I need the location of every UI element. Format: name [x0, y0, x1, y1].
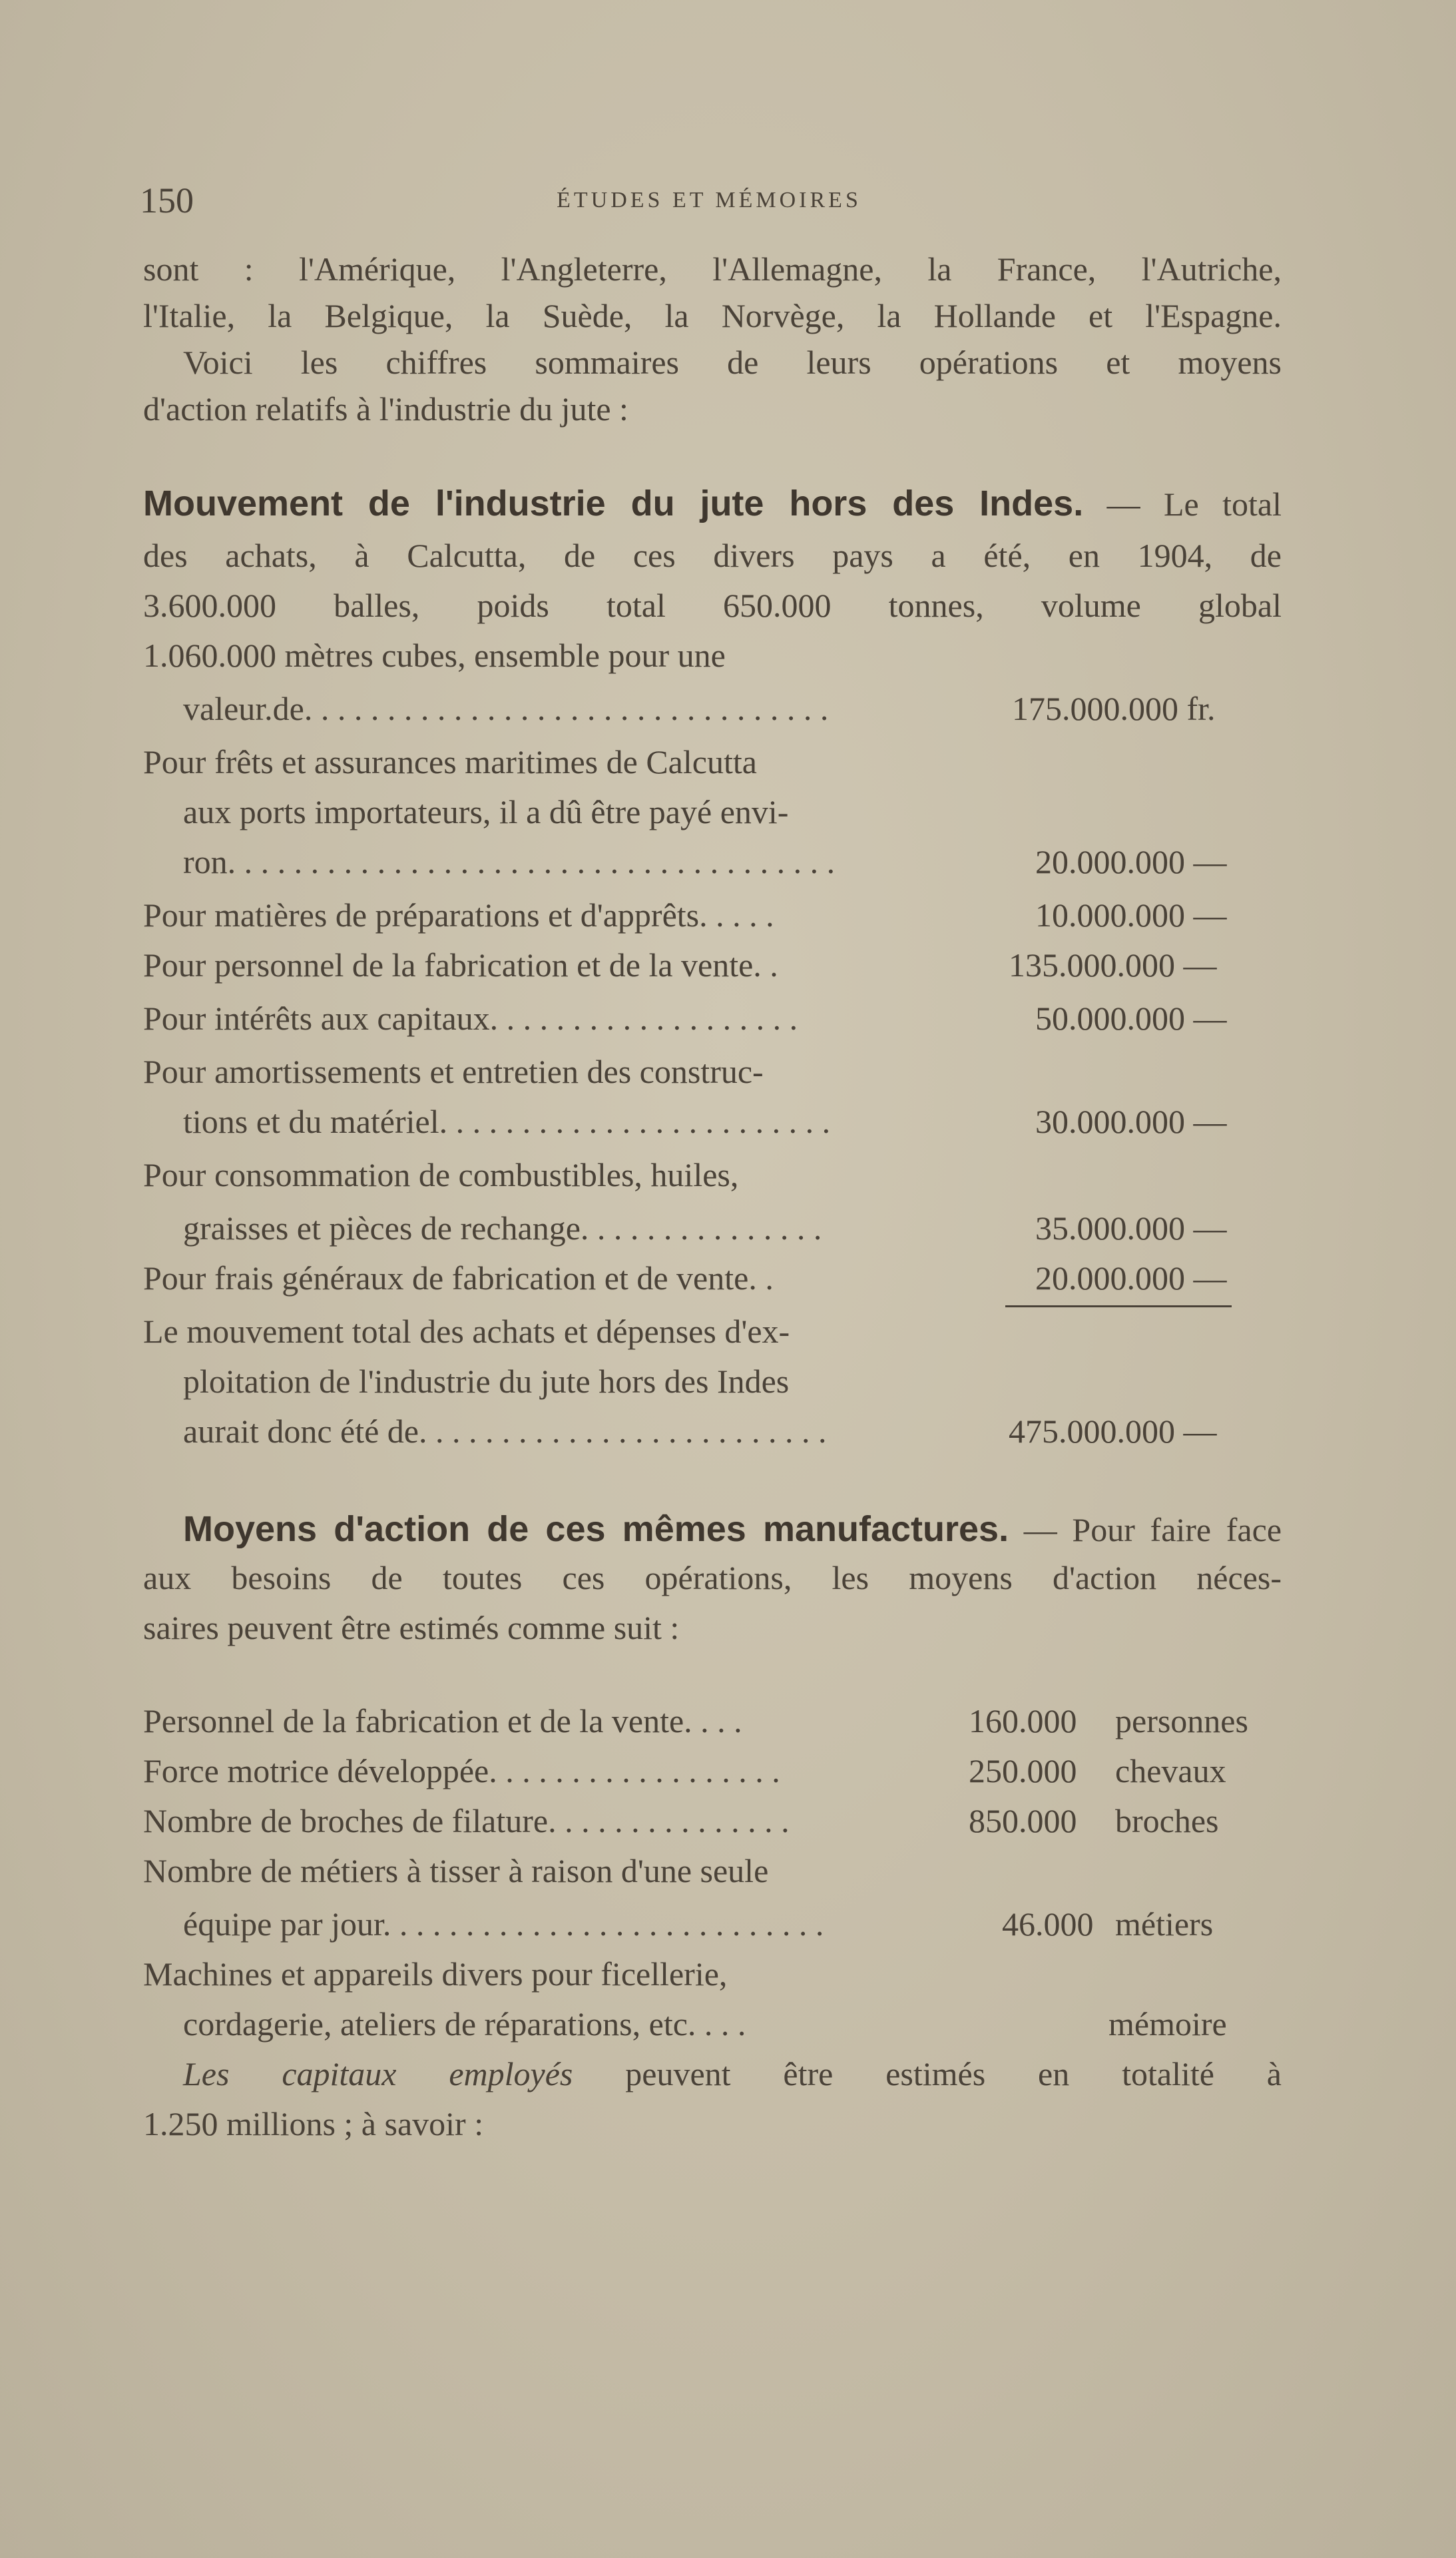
expense-value: 30.000.000 — — [1035, 1103, 1227, 1140]
resource-row — [143, 1905, 1282, 1951]
expense-row — [143, 1259, 1282, 1305]
section1-heading-line — [143, 483, 1282, 524]
expense-label: Pour personnel de la fabrication et de la vente. . — [143, 946, 778, 984]
resource-label-line: Nombre de métiers à tisser à raison d'une seule — [143, 1852, 769, 1889]
resource-row — [143, 1801, 1282, 1848]
resource-label: Force motrice développée. . . . . . . . . . . . . . . . . . — [143, 1752, 780, 1789]
total-label: aurait donc été de. . . . . . . . . . . . . . . . . . . . . . . . . — [183, 1413, 827, 1450]
expense-label: Pour intérêts aux capitaux. . . . . . . . . . . . . . . . . . . — [143, 1000, 798, 1037]
resource-value: 160.000 — [969, 1702, 1077, 1740]
total-value: 475.000.000 — — [1009, 1413, 1217, 1450]
resource-label: équipe par jour. . . . . . . . . . . . . . . . . . . . . . . . . . . — [183, 1905, 824, 1943]
section2-title: Moyens d'action de ces mêmes manufactures. — [183, 1509, 1009, 1549]
expense-value: 20.000.000 — — [1035, 1259, 1227, 1297]
resource-value: 850.000 — [969, 1802, 1077, 1839]
expense-label: Pour matières de préparations et d'apprêts. . . . . — [143, 896, 774, 934]
expense-row — [143, 842, 1282, 889]
resource-row — [143, 1752, 1282, 1798]
total-line-1: Le mouvement total des achats et dépenses d'ex- — [143, 1313, 790, 1350]
section1-line-4: 1.060.000 mètres cubes, ensemble pour une — [143, 637, 726, 674]
intro-line-2: l'Italie, la Belgique, la Suède, la Norvège, la Hollande et l'Espagne. — [143, 297, 1282, 334]
page-number: 150 — [140, 180, 194, 220]
resource-label: Nombre de broches de filature. . . . . . . . . . . . . . . — [143, 1802, 790, 1839]
expense-label: graisses et pièces de rechange. . . . . . . . . . . . . . . — [183, 1209, 822, 1247]
expense-label-line: Pour frêts et assurances maritimes de Calcutta — [143, 743, 757, 781]
section1-line-3: 3.600.000 balles, poids total 650.000 tonnes, volume global — [143, 587, 1282, 624]
closing-italic: Les capitaux employés — [183, 2055, 573, 2092]
closing-line-2: 1.250 millions ; à savoir : — [143, 2105, 484, 2142]
expense-label-line: aux ports importateurs, il a dû être payé envi- — [183, 793, 789, 830]
resource-label-line: Machines et appareils divers pour ficellerie, — [143, 1955, 728, 1993]
intro-line-3: Voici les chiffres sommaires de leurs opérations et moyens — [183, 344, 1282, 381]
page-header — [140, 180, 1278, 226]
resource-value: 46.000 — [1002, 1905, 1094, 1943]
expense-label-line: Pour consommation de combustibles, huiles, — [143, 1156, 739, 1193]
expense-row — [143, 896, 1282, 942]
expense-label: ron. . . . . . . . . . . . . . . . . . . . . . . . . . . . . . . . . . . . . — [183, 843, 836, 880]
resource-value: 250.000 — [969, 1752, 1077, 1789]
expense-value: 175.000.000 fr. — [1012, 690, 1216, 727]
expense-value: 135.000.000 — — [1009, 946, 1217, 984]
resource-unit: broches — [1115, 1802, 1219, 1839]
expense-value: 10.000.000 — — [1035, 896, 1227, 934]
expense-label: Pour frais généraux de fabrication et de vente. . — [143, 1259, 774, 1297]
expense-label-line: Pour amortissements et entretien des construc- — [143, 1053, 764, 1090]
expense-row — [143, 689, 1282, 736]
expense-row — [143, 1209, 1282, 1255]
closing-line-1 — [183, 2055, 1282, 2093]
expense-row — [143, 999, 1282, 1046]
resource-row — [143, 2005, 1282, 2051]
intro-line-4: d'action relatifs à l'industrie du jute : — [143, 390, 628, 428]
closing-rest: peuvent être estimés en totalité à — [573, 2055, 1282, 2092]
resource-unit: chevaux — [1115, 1752, 1226, 1789]
total-row — [143, 1412, 1282, 1458]
total-line-2: ploitation de l'industrie du jute hors des Indes — [183, 1363, 790, 1400]
section2-heading-line — [183, 1508, 1282, 1550]
expense-value: 50.000.000 — — [1035, 1000, 1227, 1037]
section1-title: Mouvement de l'industrie du jute hors des Indes. — [143, 483, 1084, 523]
resource-label: Personnel de la fabrication et de la vente. . . . — [143, 1702, 742, 1740]
section1-line1-rest: — Le total — [1083, 485, 1282, 523]
resource-row — [143, 1702, 1282, 1748]
section2-line-3: saires peuvent être estimés comme suit : — [143, 1609, 680, 1646]
expense-value: 35.000.000 — — [1035, 1209, 1227, 1247]
section1-line-2: des achats, à Calcutta, de ces divers pays a été, en 1904, de — [143, 537, 1282, 574]
section2-line-2: aux besoins de toutes ces opérations, les moyens d'action néces- — [143, 1559, 1282, 1596]
section2-line1-rest: — Pour faire face — [1009, 1511, 1282, 1548]
sum-rule — [1005, 1305, 1232, 1307]
intro-line-1: sont : l'Amérique, l'Angleterre, l'Allemagne, la France, l'Autriche, — [143, 250, 1282, 288]
expense-row — [143, 946, 1282, 992]
expense-label: valeur.de. . . . . . . . . . . . . . . . . . . . . . . . . . . . . . . . — [183, 690, 829, 727]
expense-value: 20.000.000 — — [1035, 843, 1227, 880]
resource-label: cordagerie, ateliers de réparations, etc. . . . — [183, 2005, 746, 2043]
expense-row — [143, 1102, 1282, 1149]
expense-label: tions et du matériel. . . . . . . . . . . . . . . . . . . . . . . . — [183, 1103, 831, 1140]
resource-unit: métiers — [1115, 1905, 1214, 1943]
resource-unit: personnes — [1115, 1702, 1248, 1740]
running-title: ÉTUDES ET MÉMOIRES — [557, 188, 861, 212]
resource-unit: mémoire — [1108, 2005, 1227, 2043]
